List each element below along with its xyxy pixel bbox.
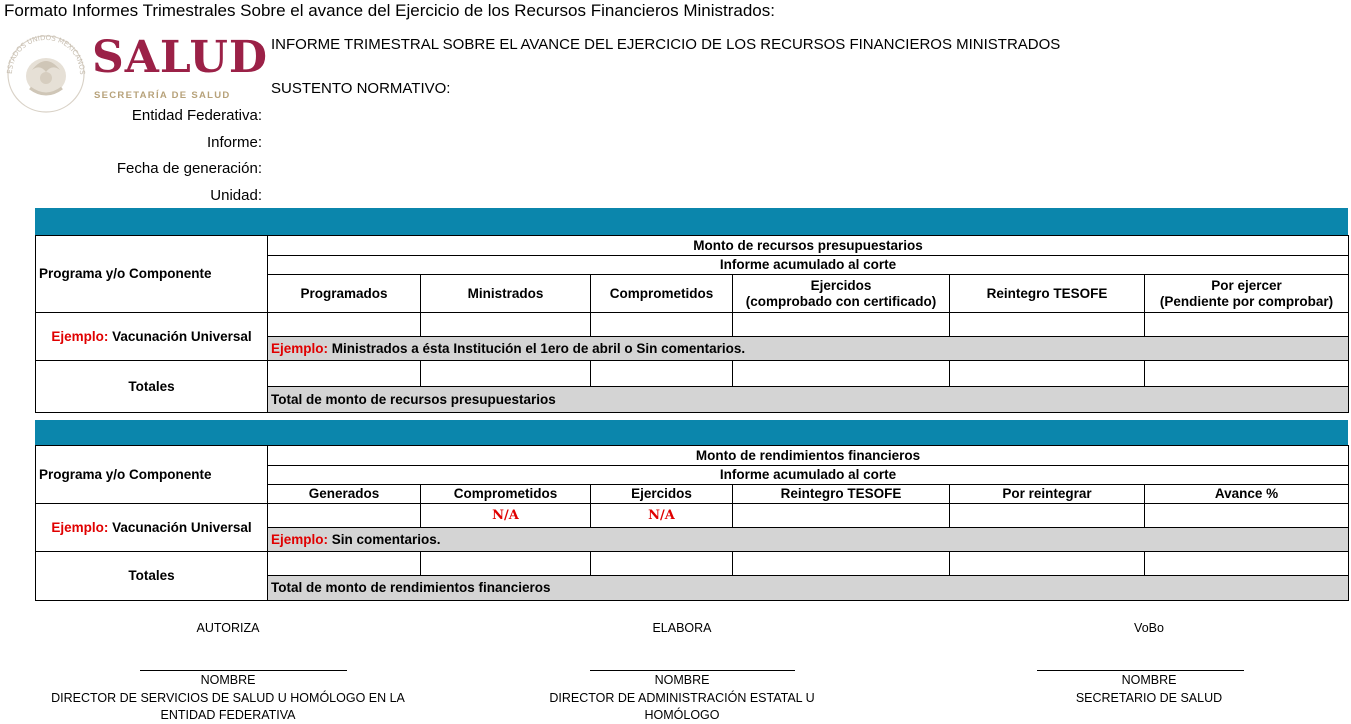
- table-recursos-presupuestarios: [35, 235, 1349, 413]
- seal-text: ESTADOS UNIDOS MEXICANOS: [5, 33, 87, 75]
- example-note-row: Ejemplo: Sin comentarios.: [268, 528, 1349, 552]
- totals-cell[interactable]: [1145, 552, 1349, 576]
- totals-cell[interactable]: [421, 552, 591, 576]
- signature-line: [140, 670, 347, 671]
- example-program-cell: Ejemplo: Vacunación Universal: [36, 504, 268, 552]
- table-cell[interactable]: [1145, 504, 1349, 528]
- signature-title: [482, 690, 882, 724]
- program-header: Programa y/o Componente: [36, 446, 268, 504]
- table-cell[interactable]: [268, 313, 421, 337]
- signature-title-line: DIRECTOR DE SERVICIOS DE SALUD U HOMÓLOGO EN LA: [51, 691, 405, 705]
- totals-cell[interactable]: [950, 361, 1145, 387]
- table-rendimientos-financieros: [35, 445, 1349, 601]
- column-header-programados: Programados: [268, 275, 421, 313]
- signature-title-line: HOMÓLOGO: [644, 708, 720, 722]
- signature-line: [590, 670, 795, 671]
- signature-role-autoriza: AUTORIZA: [196, 621, 260, 635]
- table-cell[interactable]: [591, 313, 733, 337]
- group-title: Monto de rendimientos financieros: [268, 446, 1349, 466]
- signature-line: [1037, 670, 1244, 671]
- table-cell-na[interactable]: N/A: [421, 504, 591, 528]
- totals-cell[interactable]: [268, 552, 421, 576]
- brand-subtitle: SECRETARÍA DE SALUD: [94, 90, 231, 101]
- table-cell[interactable]: [950, 313, 1145, 337]
- subgroup-title: Informe acumulado al corte: [268, 256, 1349, 275]
- totals-cell[interactable]: [733, 552, 950, 576]
- group-title: Monto de recursos presupuestarios: [268, 236, 1349, 256]
- column-header-ejercidos: Ejercidos (comprobado con certificado): [733, 275, 950, 313]
- column-header-generados: Generados: [268, 485, 421, 504]
- signature-title-line: DIRECTOR DE ADMINISTRACIÓN ESTATAL U: [549, 691, 815, 705]
- totals-note-row: Total de monto de recursos presupuestarios: [268, 387, 1349, 413]
- subgroup-title: Informe acumulado al corte: [268, 466, 1349, 485]
- signature-title: [28, 690, 428, 724]
- column-header-comprometidos: Comprometidos: [421, 485, 591, 504]
- totals-cell[interactable]: [268, 361, 421, 387]
- fecha-generacion-label: Fecha de generación:: [116, 160, 262, 177]
- signature-title-line: SECRETARIO DE SALUD: [1075, 691, 1223, 705]
- table-cell-na[interactable]: N/A: [591, 504, 733, 528]
- column-header-avance: Avance %: [1145, 485, 1349, 504]
- salud-logo: [2, 26, 268, 114]
- signature-name: NOMBRE: [200, 673, 256, 687]
- column-header-comprometidos: Comprometidos: [591, 275, 733, 313]
- signature-name: NOMBRE: [654, 673, 710, 687]
- totals-cell[interactable]: [1145, 361, 1349, 387]
- table-cell[interactable]: [421, 313, 591, 337]
- totals-cell[interactable]: [591, 361, 733, 387]
- totals-cell[interactable]: [733, 361, 950, 387]
- document-title: Formato Informes Trimestrales Sobre el avance del Ejercicio de los Recursos Financieros Ministrados:: [4, 1, 775, 20]
- column-header-por-ejercer: Por ejercer (Pendiente por comprobar): [1145, 275, 1349, 313]
- informe-label: Informe:: [206, 134, 262, 151]
- example-program-cell: Ejemplo: Vacunación Universal: [36, 313, 268, 361]
- entidad-federativa-label: Entidad Federativa:: [131, 107, 262, 124]
- section-band-1: [35, 208, 1348, 235]
- example-note-row: Ejemplo: Ministrados a ésta Institución el 1ero de abril o Sin comentarios.: [268, 337, 1349, 361]
- table-cell[interactable]: [268, 504, 421, 528]
- column-header-ejercidos: Ejercidos: [591, 485, 733, 504]
- signature-title: [949, 690, 1349, 707]
- totals-label: Totales: [36, 361, 268, 413]
- column-header-reintegro-tesofe: Reintegro TESOFE: [950, 275, 1145, 313]
- brand-wordmark: SALUD: [92, 32, 268, 83]
- totals-cell[interactable]: [421, 361, 591, 387]
- unidad-label: Unidad:: [210, 187, 262, 204]
- sustento-normativo-label: SUSTENTO NORMATIVO:: [271, 80, 451, 97]
- table-cell[interactable]: [950, 504, 1145, 528]
- report-title: INFORME TRIMESTRAL SOBRE EL AVANCE DEL EJERCICIO DE LOS RECURSOS FINANCIEROS MINISTRADOS: [271, 36, 1061, 53]
- table-cell[interactable]: [733, 504, 950, 528]
- column-header-reintegro-tesofe: Reintegro TESOFE: [733, 485, 950, 504]
- signature-role-vobo: VoBo: [1134, 621, 1164, 635]
- signature-role-elabora: ELABORA: [652, 621, 712, 635]
- section-band-2: [35, 420, 1348, 445]
- column-header-por-reintegrar: Por reintegrar: [950, 485, 1145, 504]
- signature-title-line: ENTIDAD FEDERATIVA: [160, 708, 296, 722]
- column-header-ministrados: Ministrados: [421, 275, 591, 313]
- signature-name: NOMBRE: [1121, 673, 1177, 687]
- table-cell[interactable]: [1145, 313, 1349, 337]
- table-cell[interactable]: [733, 313, 950, 337]
- totals-cell[interactable]: [591, 552, 733, 576]
- totals-note-row: Total de monto de rendimientos financieros: [268, 576, 1349, 601]
- program-header: Programa y/o Componente: [36, 236, 268, 313]
- totals-cell[interactable]: [950, 552, 1145, 576]
- totals-label: Totales: [36, 552, 268, 601]
